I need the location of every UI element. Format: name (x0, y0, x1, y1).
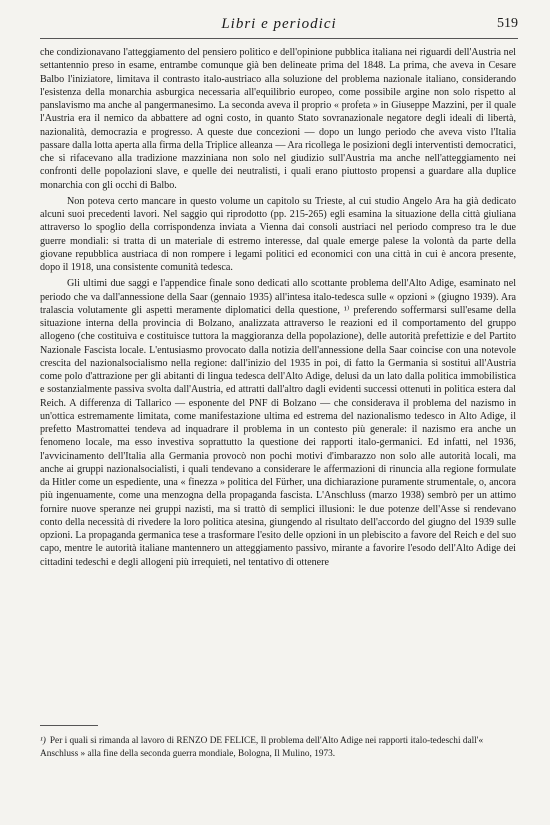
page-header (40, 16, 518, 39)
body-text (40, 46, 516, 572)
footnote-rule (40, 725, 98, 726)
footnote-text: Per i quali si rimanda al lavoro di RENZO DE FELICE, Il problema dell'Alto Adige nei rapporti italo-tedeschi dall'« Anschluss » alla fine della seconda guerra mondiale, Bologna, Il Mulino, 1973. (40, 736, 484, 759)
footnote (40, 735, 516, 761)
paragraph-1: che condizionavano l'atteggiamento del pensiero politico e dell'opinione pubblica italiana nei riguardi dell'Austria nel settantennio preso in esame, entrambe comunque già ben delineate prima del 1848. La prima, che aveva in Cesare Balbo l'iniziatore, limitava il contrasto italo-austriaco alla soluzione del problema nazionale italiano, considerando l'esistenza della monarchia asburgica necessaria all'equilibrio europeo, come possibile argine non solo rispetto al panslavismo ma anche al pangermanesimo. La seconda aveva il proprio « profeta » in Giuseppe Mazzini, per il quale l'Austria era il nemico da abbattere ad ogni costo, in quanto Stato sovranazionale negatore degli ideali di libertà, nazionalità, democrazia e progresso. A queste due concezioni — dopo un lungo periodo che aveva visto l'Italia passare dalla lotta aperta alla firma della Triplice alleanza — Ara ricollega le posizioni degli interventisti democratici, che si rifacevano alla tradizione mazziniana non solo nel giudizio sull'Austria ma anche nell'atteggiamento nei confronti delle popolazioni slave, e quelle dei neutralisti, i quali erano piuttosto propensi a guardare alla duplice monarchia con gli occhi di Balbo. (40, 47, 516, 191)
footnote-marker: ¹) (40, 736, 46, 746)
running-head: Libri e periodici (221, 16, 337, 32)
paragraph-3: Gli ultimi due saggi e l'appendice finale sono dedicati allo scottante problema dell'Alto Adige, esaminato nel periodo che va dall'annessione della Saar (gennaio 1935) all'intesa italo-tedesca sulle « opzioni » (giugno 1939). Ara tralascia volutamente gli aspetti meramente diplomatici della questione, ¹⁾ preferendo soffermarsi sull'esame della situazione interna della provincia di Bolzano, analizzata attraverso le reazioni ed il comportamento del gruppo allogeno (che costituiva e costituisce tuttora la maggioranza della popolazione), delle autorità prefettizie e del Partito Nazionale Fascista locale. L'entusiasmo provocato dalla notizia dell'annessione della Saar coincise con una notevole crescita del nazionalsocialismo nella regione: dall'inizio del 1935 in poi, di fatto la Germania si sostituì all'Austria come polo d'attrazione per gli abitanti di lingua tedesca dell'Alto Adige, delusi da un lato dalla politica immobilistica e sostanzialmente passiva svolta dall'Austria, ed attratti dall'altro dagli evidenti successi ottenuti in politica estera dal Reich. A differenza di Tallarico — esponente del PNF di Bolzano — che considerava il problema del nazismo in un'ottica estremamente limitata, come manifestazione ultima ed estrema del nazionalismo tedesco in Alto Adige, il prefetto Mastromattei tendeva ad inquadrare il problema in un contesto più generale: il nazismo era anche un fenomeno locale, ma esso investiva soprattutto la questione dei rapporti italo-germanici. Ed infatti, nel 1936, l'avvicinamento dell'Italia alla Germania provocò non pochi motivi d'imbarazzo non solo alle autorità locali, ma anche ai gruppi nazionalsocialisti, i quali tendevano a considerare le affermazioni di rinuncia alla regione formulate da Hitler come un espediente, una « finezza » politica del Fürher, una dichiarazione puramente strumentale, o, ancora più ingenuamente, come una menzogna della propaganda fascista. L'Anschluss (marzo 1938) sembrò per un attimo fornire nuove speranze nei gruppi nazisti, ma si trattò di semplici illusioni: le due potenze dell'Asse si rendevano conto della necessità di rivedere la loro politica atesina, giungendo al risultato dell'accordo del giugno del 1939 sulle opzioni. La propaganda germanica tese a trasformare l'esito delle opzioni in un plebiscito a favore del Reich e del suo capo, mentre le autorità italiane mantennero un atteggiamento passivo, mirante a favorire l'esodo dell'Alto Adige dei cittadini tedeschi e degli allogeni più irrequieti, nel tentativo di ottenere (40, 278, 516, 568)
paragraph-2: Non poteva certo mancare in questo volume un capitolo su Trieste, al cui studio Angelo Ara ha già dedicato alcuni suoi precedenti lavori. Nel saggio qui riprodotto (pp. 215-265) egli esamina la situazione della città giuliana attraverso lo spoglio della corrispondenza inviata a Vienna dai consoli austriaci nel periodo compreso tra le due guerre mondiali: si tratta di un materiale di estremo interesse, dal quale emerge palese la volontà da parte della giovane repubblica austriaca di non rompere i legami politici ed economici con una città in cui è ancora presente, dopo il 1918, una consistente comunità tedesca. (40, 195, 516, 273)
page-number: 519 (497, 16, 518, 31)
